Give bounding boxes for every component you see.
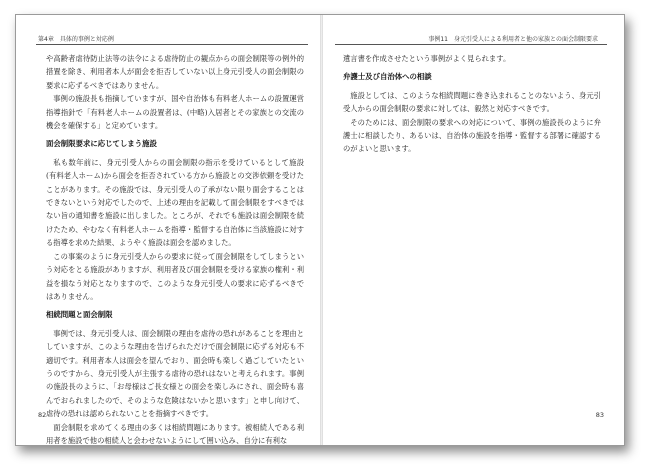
body-paragraph: この事案のように身元引受人からの要求に従って面会制限をしてしまうという対応をとる施設がありますが、利用者及び面会制限を受ける家族の権利・利益を損なう対応となりますので、このような身元引受人の要求に応ずるべきではありません。 [46,251,304,301]
left-page-body [46,52,304,447]
book-spread [15,14,625,446]
section-heading: 相続問題と面会制限 [46,310,113,320]
chapter-label: 第4章 [38,36,54,43]
page-number-left: 82 [38,411,47,419]
right-page-body [343,52,601,156]
header-rule-left [36,44,308,45]
body-paragraph: そのためには、面会制限の要求への対応について、事例の施設長のように弁護士に相談したり、あるいは、自治体の施設を指導・監督する部署に確認するのがよいと思います。 [343,117,601,154]
body-paragraph: 遺言書を作成させたという事例がよく見られます。 [343,54,511,63]
body-paragraph: 私も数年前に、身元引受人からの面会制限の指示を受けているとして施設(有料老人ホーム)から面会を拒否されている方から施設との交渉依頼を受けたことがあります。その施設では、身元引受人の了承がない限り面会することはできないという対応でしたので、上述の理由を記載して面会制限をすべきではない旨の通知書を施設に出しました。ところが、それでも施設は面会制限を続けたため、やむなく有料老人ホームを指導・監督する自治体に当該施設に対する指導を求めた結果、ようやく施設は面会を認めました。 [46,157,304,248]
body-paragraph: 事例の施設長も指摘していますが、国や自治体も有料老人ホームの設置運営指導指針で「有料老人ホームの設置者は、(中略)入居者とその家族との交流の機会を確保する」と定めています。 [46,94,304,131]
case-title: 身元引受人による利用者と他の家族との面会制限要求 [453,36,598,43]
body-paragraph: や高齢者虐待防止法等の法令による虐待防止の観点からの面会制限等の例外的措置を除き、利用者本人が面会を拒否していない以上身元引受人の面会制限の要求に応ずるべきではありません。 [46,54,304,90]
body-paragraph: 施設としては、このような相続問題に巻き込まれることのないよう、身元引受人からの面会制限の要求に対しては、毅然と対応すべきです。 [343,90,601,114]
body-paragraph: 事例では、身元引受人は、面会制限の理由を虐待の恐れがあることを理由としていますが、このような理由を告げられただけで面会制限に応ずる対応も不適切です。利用者本人は面会を望んでおり、面会時も楽しく過ごしていたというのですから、身元引受人が主張する虐待の恐れはないと考えられます。事例の施設長のように、「お母様はご長女様との面会を楽しみにされ、面会時も喜んでおられましたので、そのような危険はないかと思います」と申し向けて、虐待の恐れは認められないことを指摘すべきです。 [46,328,304,419]
running-head-left [38,34,120,43]
body-paragraph: 面会制限を求めてくる理由の多くは相続問題にあります。被相続人である利用者を施設で他の相続人と会わせないようにして囲い込み、自分に有利な [46,422,304,445]
chapter-title: 具体的事例と対応例 [59,36,114,43]
section-heading: 弁護士及び自治体への相談 [343,72,432,82]
header-rule-right [335,44,607,45]
case-label: 事例11 [428,36,448,43]
right-page [323,15,626,445]
running-head-right [428,34,604,43]
page-number-right: 83 [595,411,604,419]
section-heading: 面会制限要求に応じてしまう施設 [46,139,157,149]
left-page [16,15,320,445]
